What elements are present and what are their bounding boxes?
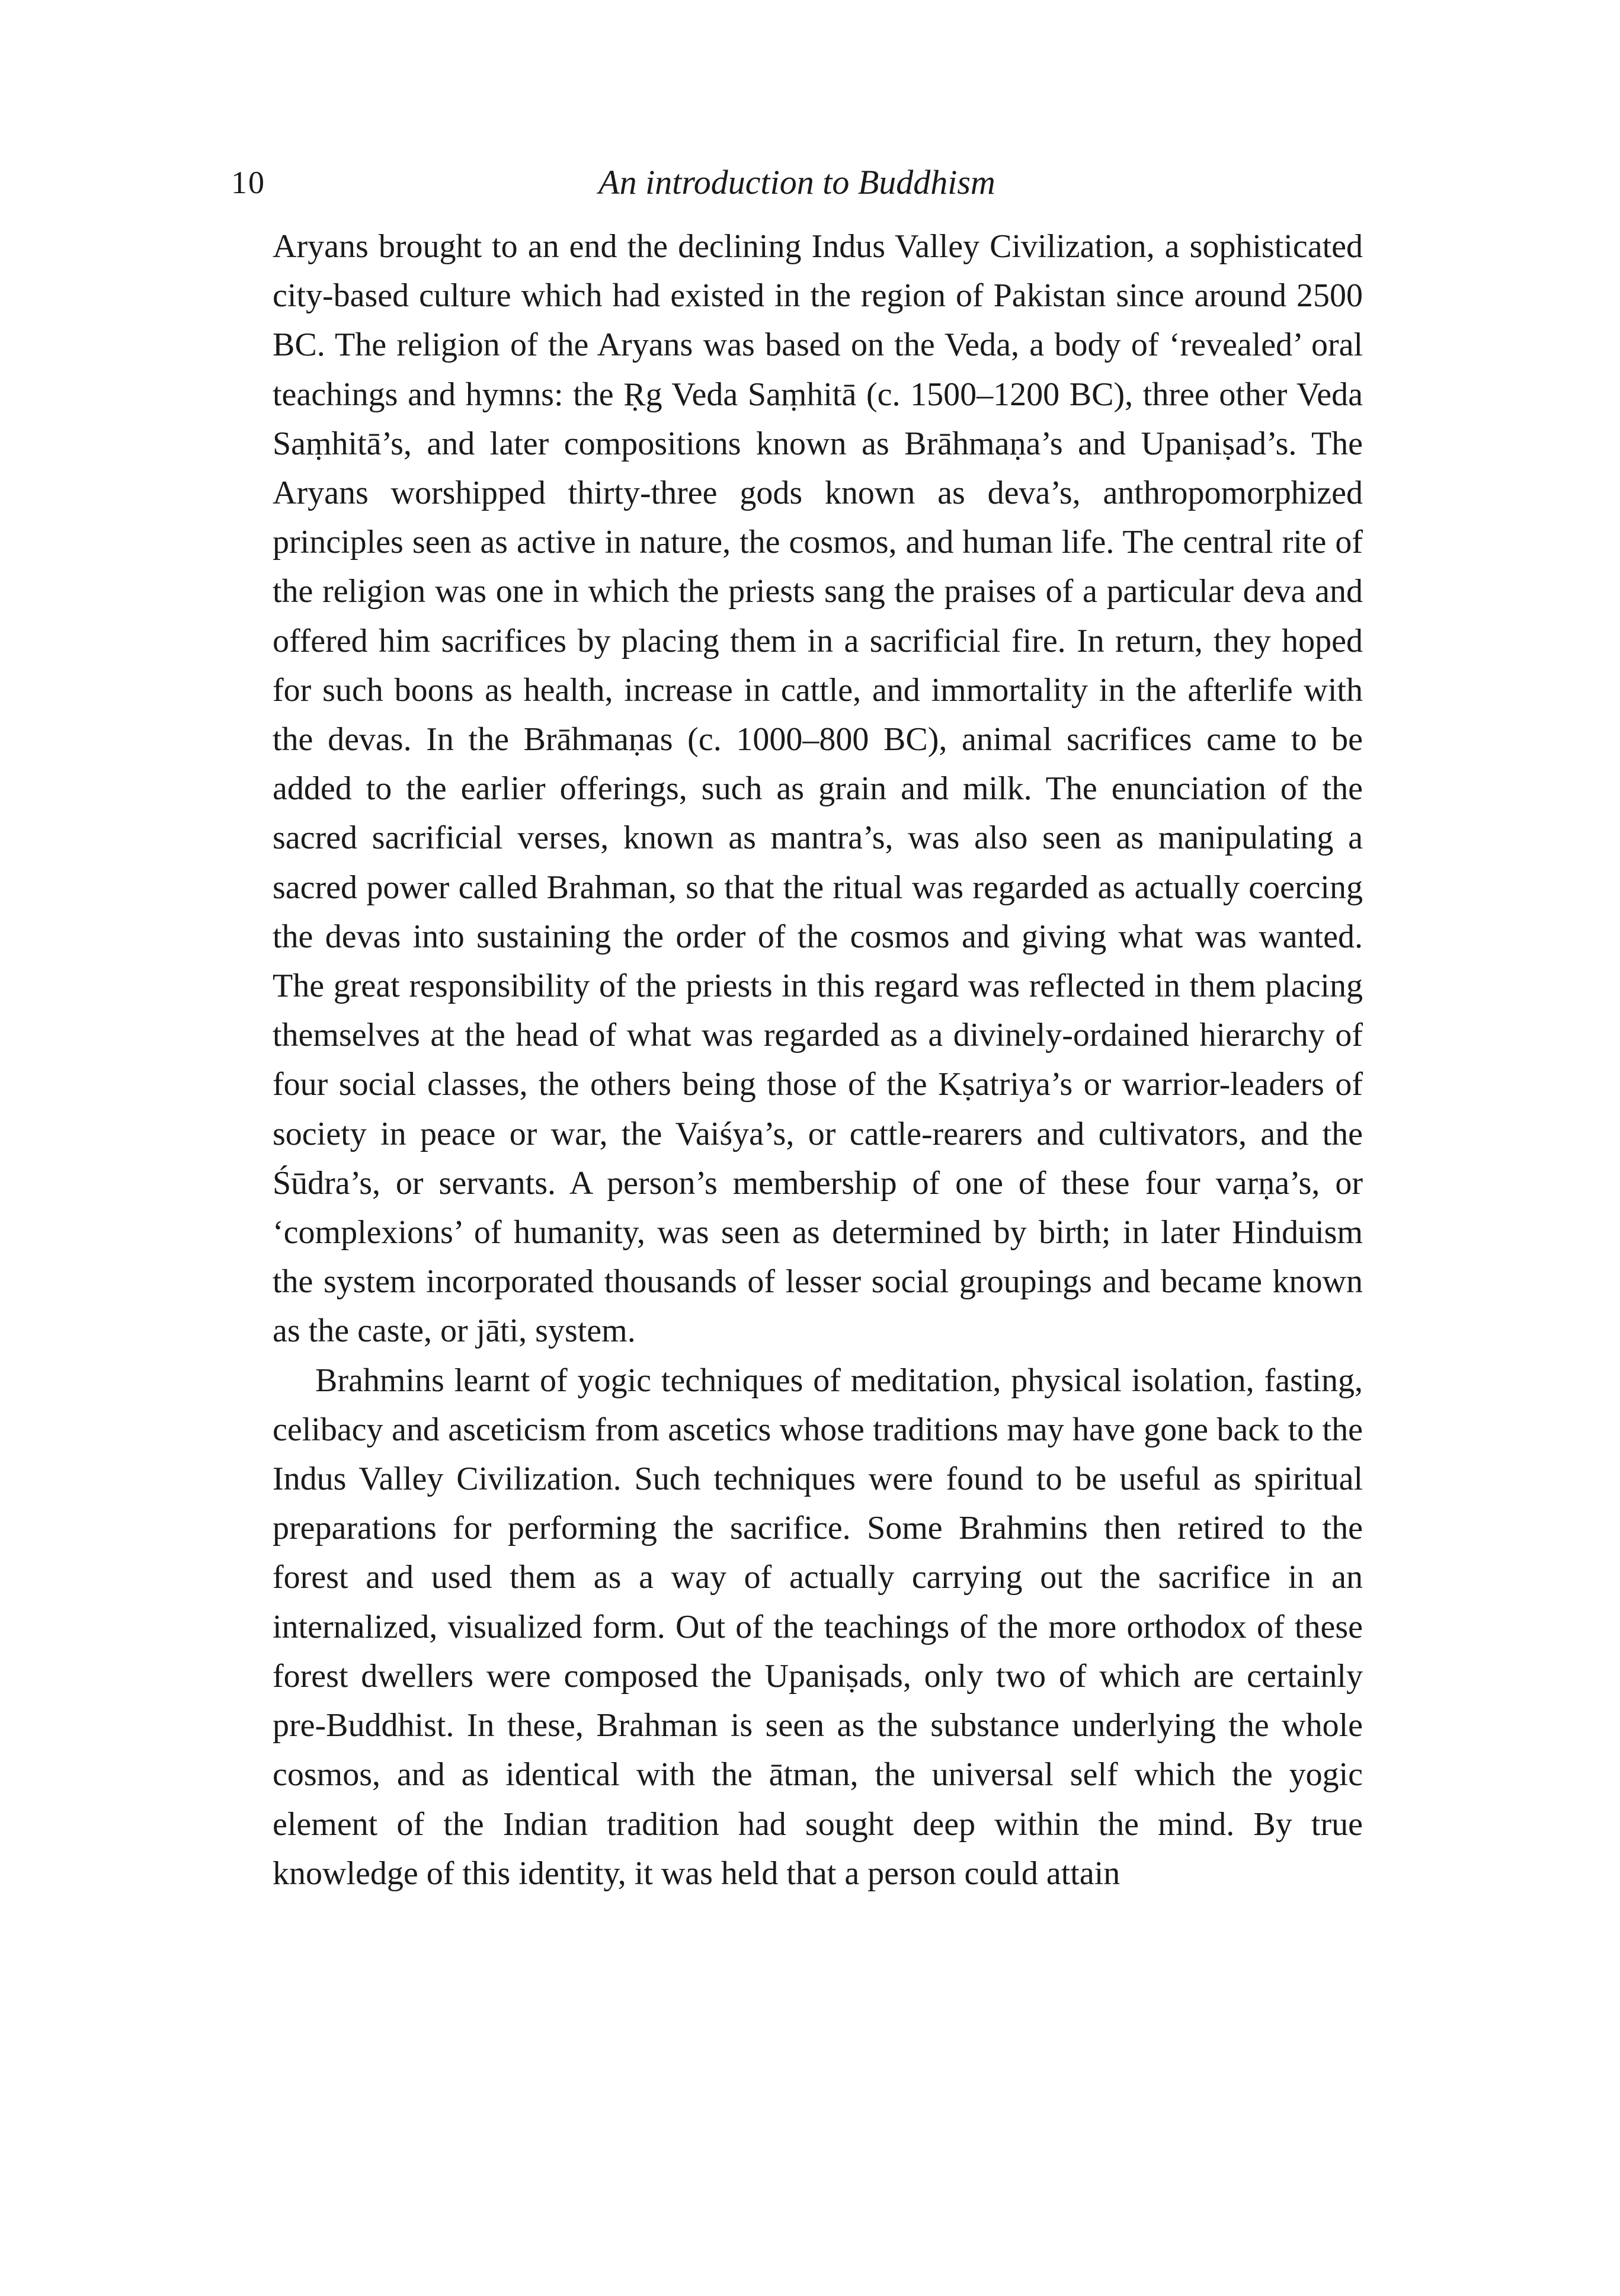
page-header (231, 159, 1363, 206)
body-text (273, 222, 1363, 1898)
paragraph: Brahmins learnt of yogic techniques of meditation, physical isolation, fasting, celibacy and asceticism from ascetics whose traditions may have gone back to the Indus Valley Civilization. Such techniques were found to be useful as spiritual preparations for performing the sacrifice. Some Brahmins then retired to the forest and used them as a way of actually carrying out the sacrifice in an internalized, visualized form. Out of the teachings of the more orthodox of these forest dwellers were composed the Upaniṣads, only two of which are certainly pre-Buddhist. In these, Brahman is seen as the substance underlying the whole cosmos, and as identical with the ātman, the universal self which the yogic element of the Indian tradition had sought deep within the mind. By true knowledge of this identity, it was held that a person could attain (273, 1362, 1363, 1892)
paragraph: Aryans brought to an end the declining Indus Valley Civilization, a sophisticated city-based culture which had existed in the region of Pakistan since around 2500 BC. The religion of the Aryans was based on the Veda, a body of ‘revealed’ oral teachings and hymns: the Ṛg Veda Saṃhitā (c. 1500–1200 BC), three other Veda Saṃhitā’s, and later compositions known as Brāhmaṇa’s and Upaniṣad’s. The Aryans worshipped thirty-three gods known as deva’s, anthropomorphized principles seen as active in nature, the cosmos, and human life. The central rite of the religion was one in which the priests sang the praises of a particular deva and offered him sacrifices by placing them in a sacrificial fire. In return, they hoped for such boons as health, increase in cattle, and immortality in the afterlife with the devas. In the Brāhmaṇas (c. 1000–800 BC), animal sacrifices came to be added to the earlier offerings, such as grain and milk. The enunciation of the sacred sacrificial verses, known as mantra’s, was also seen as manipulating a sacred power called Brahman, so that the ritual was regarded as actually coercing the devas into sustaining the order of the cosmos and giving what was wanted. The great responsibility of the priests in this regard was reflected in them placing themselves at the head of what was regarded as a divinely-ordained hierarchy of four social classes, the others being those of the Kṣatriya’s or warrior-leaders of society in peace or war, the Vaiśya’s, or cattle-rearers and cultivators, and the Śūdra’s, or servants. A person’s membership of one of these four varṇa’s, or ‘complexions’ of humanity, was seen as determined by birth; in later Hinduism the system incorporated thousands of lesser social groupings and became known as the caste, or jāti, system. (273, 228, 1363, 1350)
page-number: 10 (231, 165, 265, 200)
running-head: An introduction to Buddhism (598, 163, 995, 201)
